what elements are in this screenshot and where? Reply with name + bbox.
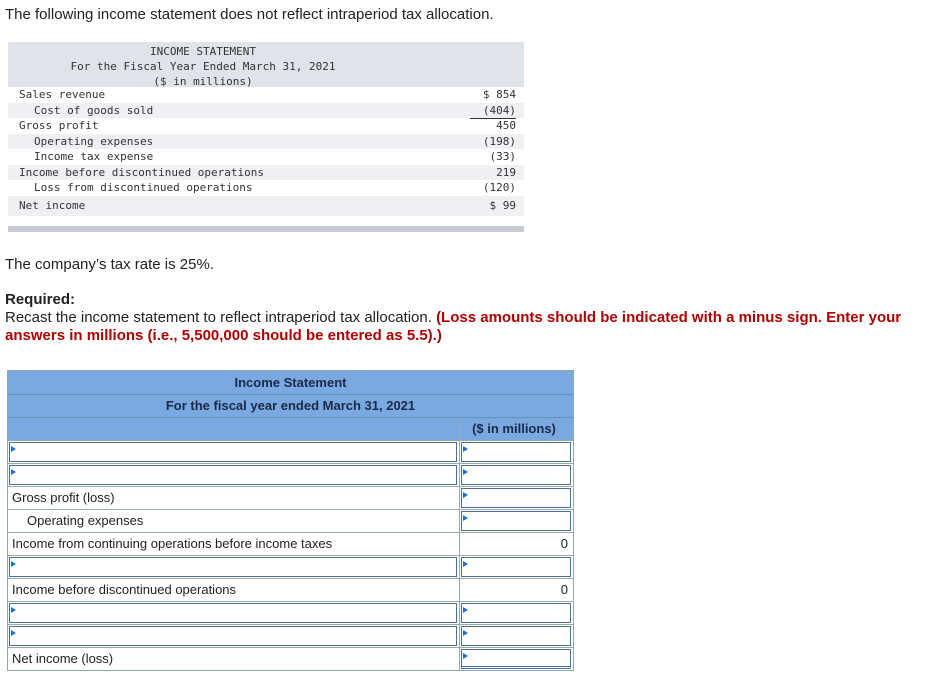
- row-value: (120): [470, 180, 516, 197]
- given-statement-header: [8, 42, 524, 87]
- dropdown-marker-icon: [11, 630, 16, 636]
- given-subtitle: For the Fiscal Year Ended March 31, 2021: [70, 60, 336, 73]
- required-heading: Required:: [5, 291, 76, 308]
- row-value: $ 99: [489, 198, 516, 212]
- table-row: [8, 441, 573, 464]
- dropdown-marker-icon: [11, 561, 16, 567]
- row-label-input[interactable]: [9, 465, 457, 485]
- row-label: Net income (loss): [12, 651, 114, 666]
- row-value: (33): [470, 149, 516, 166]
- row-value: $ 854: [482, 88, 516, 101]
- row-amount-input[interactable]: [461, 442, 571, 462]
- required-instruction: Recast the income statement to reflect intraperiod tax allocation.: [5, 309, 437, 326]
- table-row: [8, 464, 573, 487]
- table-row: [8, 487, 573, 510]
- required-note: (Loss amounts should be indicated with a minus sign. Enter your answers in millions (i.e., 5,500,000 should be entered as 5.5).): [5, 309, 902, 344]
- row-label: Sales revenue: [19, 88, 106, 101]
- given-row-income-tax: [8, 149, 524, 165]
- dropdown-marker-icon: [463, 561, 468, 567]
- tax-rate-text: The company’s tax rate is 25%.: [5, 256, 214, 273]
- row-amount-input[interactable]: [461, 488, 571, 508]
- dropdown-marker-icon: [463, 469, 468, 475]
- row-label-input[interactable]: [9, 626, 457, 646]
- table-row: [8, 625, 573, 648]
- given-row-net-income: [8, 196, 524, 216]
- net-income-input[interactable]: [461, 649, 571, 669]
- row-value: (198): [482, 134, 516, 148]
- units-header: ($ in millions): [459, 418, 572, 440]
- dropdown-marker-icon: [11, 607, 16, 613]
- dropdown-marker-icon: [463, 492, 468, 498]
- given-row-gross-profit: [8, 118, 524, 134]
- given-income-statement: [8, 42, 524, 232]
- row-value: (404): [470, 103, 516, 120]
- required-text: [5, 309, 930, 345]
- row-amount-input[interactable]: [461, 626, 571, 646]
- answer-units-row: [8, 418, 573, 441]
- given-row-income-before-discontinued: [8, 165, 524, 181]
- row-value: 219: [496, 165, 516, 179]
- row-value: 0: [459, 579, 572, 601]
- dropdown-marker-icon: [463, 653, 468, 659]
- dropdown-marker-icon: [11, 469, 16, 475]
- given-row-cogs: [8, 103, 524, 119]
- dropdown-marker-icon: [11, 446, 16, 452]
- dropdown-marker-icon: [463, 607, 468, 613]
- row-value: 0: [459, 533, 572, 555]
- given-statement-footer: [8, 226, 524, 232]
- answer-subtitle: For the fiscal year ended March 31, 2021: [8, 395, 573, 418]
- dropdown-marker-icon: [463, 446, 468, 452]
- row-label: Income from continuing operations before income taxes: [12, 536, 333, 551]
- row-label: Operating expenses: [34, 134, 154, 148]
- table-row: [8, 602, 573, 625]
- row-label: Income tax expense: [34, 150, 154, 163]
- row-label-input[interactable]: [9, 442, 457, 462]
- row-amount-input[interactable]: [461, 557, 571, 577]
- row-label: Loss from discontinued operations: [34, 181, 253, 194]
- row-label: Gross profit: [19, 119, 99, 132]
- dropdown-marker-icon: [463, 630, 468, 636]
- row-label: Gross profit (loss): [12, 490, 115, 505]
- table-row: [8, 533, 573, 556]
- row-amount-input[interactable]: [461, 465, 571, 485]
- intro-text: The following income statement does not reflect intraperiod tax allocation.: [5, 6, 494, 23]
- row-label: Operating expenses: [27, 513, 144, 528]
- given-row-sales: [8, 87, 524, 103]
- row-label: Income before discontinued operations: [19, 165, 265, 179]
- row-amount-input[interactable]: [461, 511, 571, 531]
- row-amount-input[interactable]: [461, 603, 571, 623]
- row-label: Cost of goods sold: [34, 103, 154, 117]
- table-row: [8, 648, 573, 670]
- table-row: [8, 510, 573, 533]
- row-label-input[interactable]: [9, 557, 457, 577]
- given-row-operating-expenses: [8, 134, 524, 150]
- answer-table: [7, 370, 574, 671]
- row-label-input[interactable]: [9, 603, 457, 623]
- given-units: ($ in millions): [153, 75, 253, 88]
- row-label: Income before discontinued operations: [12, 582, 237, 597]
- table-row: [8, 579, 573, 602]
- table-row: [8, 556, 573, 579]
- row-value: 450: [496, 119, 516, 132]
- row-label: Net income: [19, 198, 86, 212]
- given-row-loss-discontinued: [8, 180, 524, 196]
- answer-title: Income Statement: [8, 371, 573, 395]
- dropdown-marker-icon: [463, 515, 468, 521]
- given-title: INCOME STATEMENT: [150, 45, 256, 58]
